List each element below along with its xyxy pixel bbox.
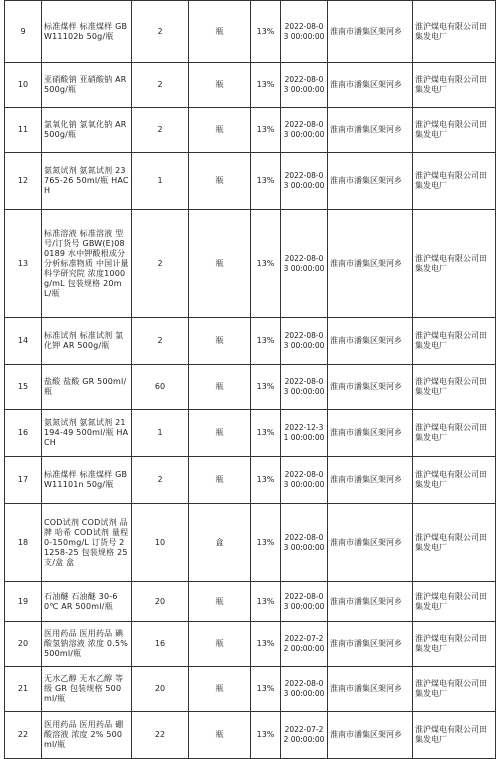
row-number-cell: 10 (5, 63, 42, 108)
item-name-cell: 氨氮试剂 氨氮试剂 23765-26 50ml/瓶 HACH (42, 153, 132, 210)
row-number-cell: 13 (5, 210, 42, 318)
unit-cell: 瓶 (189, 410, 251, 457)
unit-cell: 瓶 (189, 582, 251, 622)
quantity-cell: 2 (132, 63, 189, 108)
quantity-cell: 20 (132, 582, 189, 622)
supplier-cell: 淮沪煤电有限公司田集发电厂 (413, 582, 496, 622)
row-number-cell: 15 (5, 365, 42, 410)
row-number-cell: 18 (5, 504, 42, 582)
quantity-cell: 22 (132, 712, 189, 759)
tax-rate-cell: 13% (251, 318, 281, 365)
table-body (5, 1, 496, 759)
delivery-date-cell: 2022-08-03 00:00:00 (281, 365, 328, 410)
table-row (5, 365, 496, 410)
row-number-cell: 20 (5, 622, 42, 667)
tax-rate-cell: 13% (251, 63, 281, 108)
delivery-location-cell: 淮南市潘集区架河乡 (328, 1, 413, 63)
delivery-date-cell: 2022-08-03 00:00:00 (281, 667, 328, 712)
unit-cell: 瓶 (189, 153, 251, 210)
delivery-date-cell: 2022-08-03 00:00:00 (281, 108, 328, 153)
item-name-cell: 标准煤样 标准煤样 GBW11101n 50g/瓶 (42, 457, 132, 504)
tax-rate-cell: 13% (251, 667, 281, 712)
item-name-cell: 医用药品 医用药品 碘酸氢钠溶液 浓度 0.5% 500ml/瓶 (42, 622, 132, 667)
table-row (5, 1, 496, 63)
tax-rate-cell: 13% (251, 153, 281, 210)
delivery-location-cell: 淮南市潘集区架河乡 (328, 153, 413, 210)
item-name-cell: 标准煤样 标准煤样 GBW11102b 50g/瓶 (42, 1, 132, 63)
tax-rate-cell: 13% (251, 108, 281, 153)
tax-rate-cell: 13% (251, 622, 281, 667)
table-row (5, 712, 496, 759)
unit-cell: 瓶 (189, 667, 251, 712)
delivery-date-cell: 2022-08-03 00:00:00 (281, 1, 328, 63)
table-row (5, 153, 496, 210)
table-row (5, 667, 496, 712)
unit-cell: 瓶 (189, 108, 251, 153)
delivery-date-cell: 2022-07-22 00:00:00 (281, 712, 328, 759)
row-number-cell: 11 (5, 108, 42, 153)
item-name-cell: 无水乙醇 无水乙醇 等级 GR 包装规格 500ml/瓶 (42, 667, 132, 712)
unit-cell: 瓶 (189, 365, 251, 410)
tax-rate-cell: 13% (251, 210, 281, 318)
supplier-cell: 淮沪煤电有限公司田集发电厂 (413, 712, 496, 759)
item-name-cell: 氨氮试剂 氨氮试剂 21194-49 500ml/瓶 HACH (42, 410, 132, 457)
table-row (5, 504, 496, 582)
table-row (5, 582, 496, 622)
tax-rate-cell: 13% (251, 1, 281, 63)
supplier-cell: 淮沪煤电有限公司田集发电厂 (413, 667, 496, 712)
delivery-date-cell: 2022-08-03 00:00:00 (281, 153, 328, 210)
unit-cell: 瓶 (189, 63, 251, 108)
quantity-cell: 2 (132, 108, 189, 153)
item-name-cell: 氯氧化钠 氯氧化钠 AR 500g/瓶 (42, 108, 132, 153)
delivery-location-cell: 淮南市潘集区架河乡 (328, 318, 413, 365)
delivery-location-cell: 淮南市潘集区架河乡 (328, 457, 413, 504)
supplier-cell: 淮沪煤电有限公司田集发电厂 (413, 410, 496, 457)
tax-rate-cell: 13% (251, 365, 281, 410)
unit-cell: 盒 (189, 504, 251, 582)
delivery-date-cell: 2022-08-03 00:00:00 (281, 582, 328, 622)
row-number-cell: 22 (5, 712, 42, 759)
table-row (5, 410, 496, 457)
row-number-cell: 14 (5, 318, 42, 365)
tax-rate-cell: 13% (251, 712, 281, 759)
item-name-cell: 盐酸 盐酸 GR 500ml/瓶 (42, 365, 132, 410)
delivery-location-cell: 淮南市潘集区架河乡 (328, 667, 413, 712)
supplier-cell: 淮沪煤电有限公司田集发电厂 (413, 622, 496, 667)
delivery-location-cell: 淮南市潘集区架河乡 (328, 504, 413, 582)
row-number-cell: 9 (5, 1, 42, 63)
quantity-cell: 2 (132, 1, 189, 63)
table-row (5, 210, 496, 318)
quantity-cell: 1 (132, 153, 189, 210)
tax-rate-cell: 13% (251, 457, 281, 504)
delivery-location-cell: 淮南市潘集区架河乡 (328, 108, 413, 153)
table-row (5, 318, 496, 365)
quantity-cell: 2 (132, 210, 189, 318)
item-name-cell: 石油醚 石油醚 30-60℃ AR 500ml/瓶 (42, 582, 132, 622)
quantity-cell: 16 (132, 622, 189, 667)
supplier-cell: 淮沪煤电有限公司田集发电厂 (413, 1, 496, 63)
delivery-date-cell: 2022-07-22 00:00:00 (281, 622, 328, 667)
item-name-cell: 标准溶液 标准溶液 型号/订货号 GBW(E)080189 水中钾酸根成分分析标准物质 中国计量科学研究院 浓度1000g/mL 包装规格 20mL/瓶 (42, 210, 132, 318)
delivery-location-cell: 淮南市潘集区架河乡 (328, 582, 413, 622)
delivery-location-cell: 淮南市潘集区架河乡 (328, 63, 413, 108)
row-number-cell: 21 (5, 667, 42, 712)
unit-cell: 瓶 (189, 622, 251, 667)
quantity-cell: 20 (132, 667, 189, 712)
unit-cell: 瓶 (189, 210, 251, 318)
procurement-table (4, 0, 496, 759)
table-row (5, 108, 496, 153)
delivery-location-cell: 淮南市潘集区架河乡 (328, 622, 413, 667)
quantity-cell: 1 (132, 410, 189, 457)
tax-rate-cell: 13% (251, 504, 281, 582)
table-row (5, 457, 496, 504)
quantity-cell: 10 (132, 504, 189, 582)
supplier-cell: 淮沪煤电有限公司田集发电厂 (413, 108, 496, 153)
delivery-location-cell: 淮南市潘集区架河乡 (328, 410, 413, 457)
table-row (5, 63, 496, 108)
delivery-date-cell: 2022-08-03 00:00:00 (281, 63, 328, 108)
item-name-cell: 标准试剂 标准试剂 氯化钾 AR 500g/瓶 (42, 318, 132, 365)
supplier-cell: 淮沪煤电有限公司田集发电厂 (413, 210, 496, 318)
delivery-location-cell: 淮南市潘集区架河乡 (328, 712, 413, 759)
unit-cell: 瓶 (189, 712, 251, 759)
delivery-date-cell: 2022-08-03 00:00:00 (281, 457, 328, 504)
row-number-cell: 19 (5, 582, 42, 622)
unit-cell: 瓶 (189, 318, 251, 365)
tax-rate-cell: 13% (251, 410, 281, 457)
delivery-date-cell: 2022-08-03 00:00:00 (281, 210, 328, 318)
unit-cell: 瓶 (189, 1, 251, 63)
delivery-date-cell: 2022-08-03 00:00:00 (281, 318, 328, 365)
delivery-location-cell: 淮南市潘集区架河乡 (328, 365, 413, 410)
item-name-cell: COD试剂 COD试剂 品牌 哈希 COD试剂 量程 0-150mg/L 订货号 21258-25 包装规格 25支/盒 盒 (42, 504, 132, 582)
delivery-location-cell: 淮南市潘集区架河乡 (328, 210, 413, 318)
supplier-cell: 淮沪煤电有限公司田集发电厂 (413, 504, 496, 582)
item-name-cell: 亚硝酸钠 亚硝酸钠 AR 500g/瓶 (42, 63, 132, 108)
row-number-cell: 12 (5, 153, 42, 210)
unit-cell: 瓶 (189, 457, 251, 504)
supplier-cell: 淮沪煤电有限公司田集发电厂 (413, 318, 496, 365)
table-row (5, 622, 496, 667)
delivery-date-cell: 2022-08-03 00:00:00 (281, 504, 328, 582)
quantity-cell: 2 (132, 318, 189, 365)
procurement-table-sheet (4, 0, 495, 749)
tax-rate-cell: 13% (251, 582, 281, 622)
row-number-cell: 16 (5, 410, 42, 457)
delivery-date-cell: 2022-12-31 00:00:00 (281, 410, 328, 457)
quantity-cell: 60 (132, 365, 189, 410)
supplier-cell: 淮沪煤电有限公司田集发电厂 (413, 153, 496, 210)
quantity-cell: 2 (132, 457, 189, 504)
supplier-cell: 淮沪煤电有限公司田集发电厂 (413, 365, 496, 410)
row-number-cell: 17 (5, 457, 42, 504)
item-name-cell: 医用药品 医用药品 硼酸溶液 浓度 2% 500ml/瓶 (42, 712, 132, 759)
supplier-cell: 淮沪煤电有限公司田集发电厂 (413, 457, 496, 504)
supplier-cell: 淮沪煤电有限公司田集发电厂 (413, 63, 496, 108)
